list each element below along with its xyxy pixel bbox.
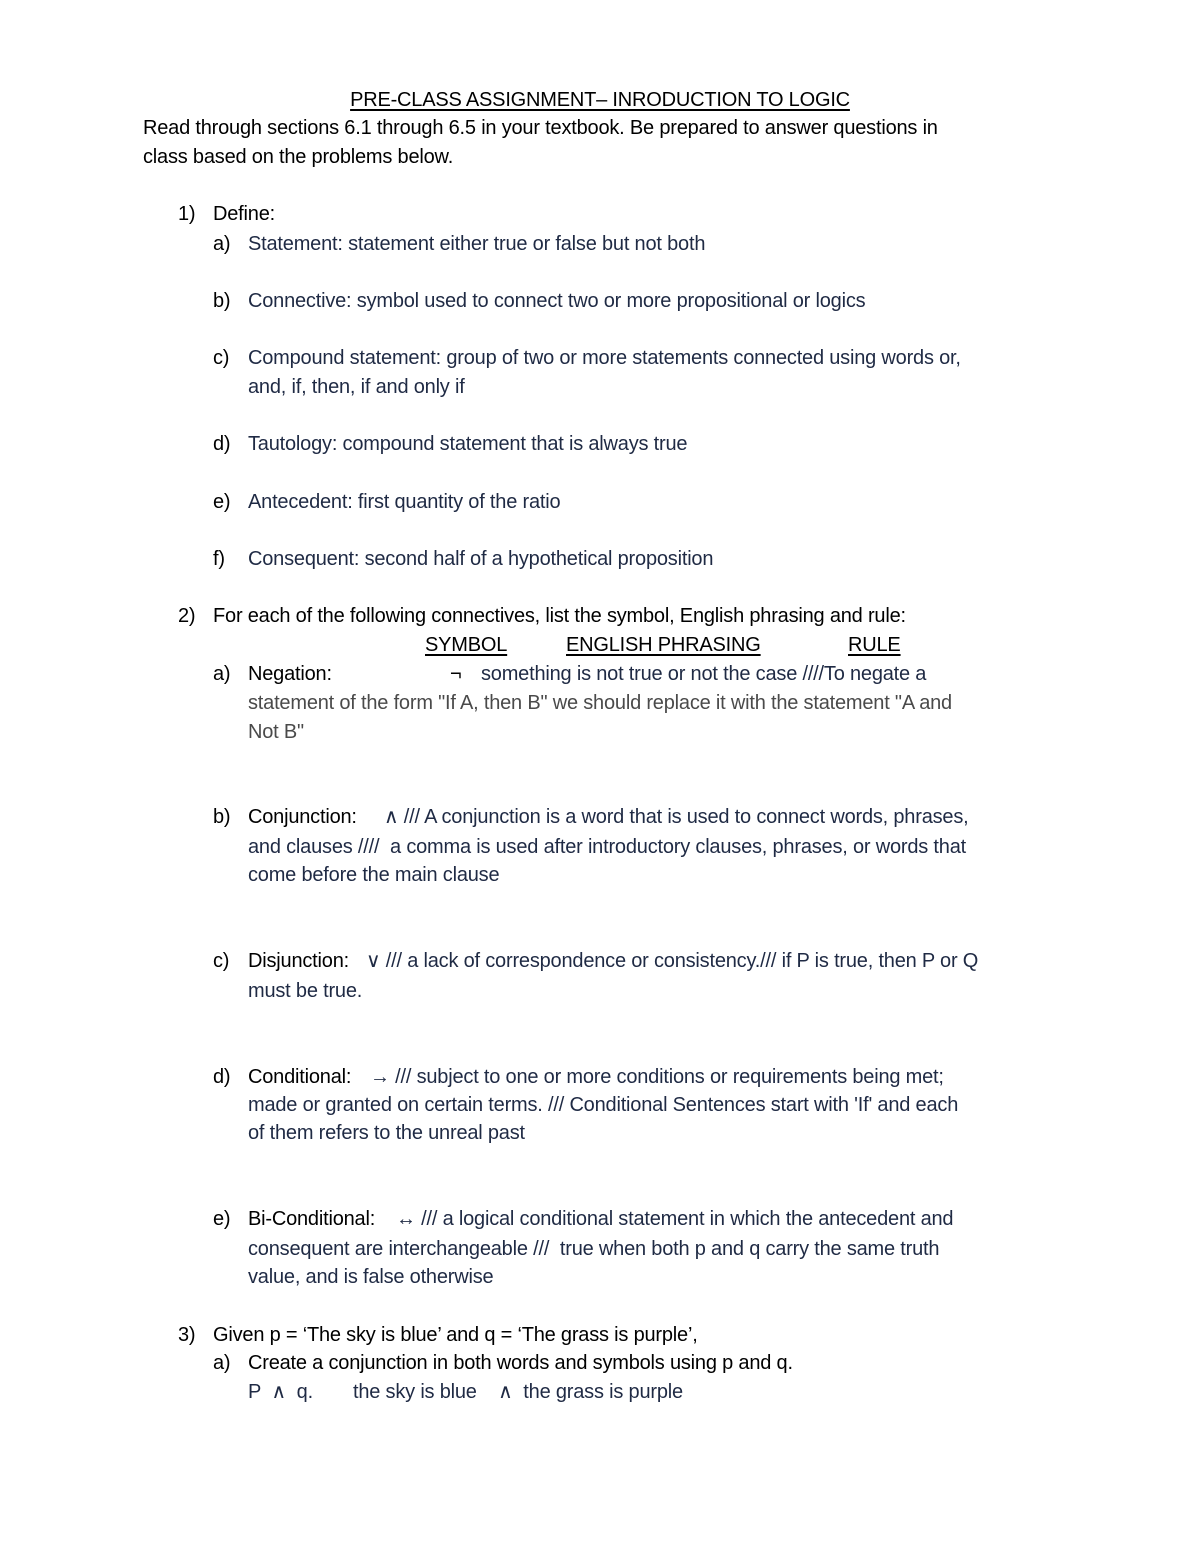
q1-b-text: Connective: symbol used to connect two or more propositional or logics [248,290,866,312]
page-title: PRE-CLASS ASSIGNMENT– INRODUCTION TO LOGIC [350,89,850,111]
q1-f-text: Consequent: second half of a hypothetical proposition [248,548,714,570]
header-symbol: SYMBOL [425,634,508,656]
q2-a-line-3: Not B" [248,721,304,743]
q2-e-line-3: value, and is false otherwise [248,1266,494,1288]
q1-f-letter: f) [213,548,225,570]
q2-a-letter: a) [213,663,231,685]
q3-number: 3) [178,1324,196,1346]
q2-label: For each of the following connectives, list the symbol, English phrasing and rule: [213,605,906,627]
q1-number: 1) [178,203,196,225]
q1-d-text: Tautology: compound statement that is always true [248,433,688,455]
q1-label: Define: [213,203,275,225]
q2-d-letter: d) [213,1066,231,1088]
negation-symbol: ¬ [450,663,462,685]
q1-c-letter: c) [213,347,230,369]
q2-b-letter: b) [213,806,231,828]
q3-a-letter: a) [213,1352,231,1374]
q2-d-name: Conditional: [248,1066,352,1088]
q2-e-line-1: ↔ /// a logical conditional statement in which the antecedent and [396,1208,954,1230]
header-rule: RULE [848,634,901,656]
q1-c-text: Compound statement: group of two or more statements connected using words or, [248,347,961,369]
q2-c-line-1: ∨ /// a lack of correspondence or consistency./// if P is true, then P or Q [366,950,979,972]
q1-a-letter: a) [213,233,231,255]
q2-b-name: Conjunction: [248,806,357,828]
q2-b-line-3: come before the main clause [248,864,500,886]
q2-e-letter: e) [213,1208,231,1230]
q2-a-line-1: something is not true or not the case ////To negate a [481,663,927,685]
intro-line-2: class based on the problems below. [143,146,454,168]
q1-e-text: Antecedent: first quantity of the ratio [248,491,561,513]
q2-c-name: Disjunction: [248,950,349,972]
q2-c-line-2: must be true. [248,980,363,1002]
q2-e-line-2: consequent are interchangeable /// true when both p and q carry the same truth [248,1238,940,1260]
q3-a-answer-words: the sky is blue ∧ the grass is purple [353,1381,683,1403]
q2-d-line-1: → /// subject to one or more conditions or requirements being met; [370,1066,944,1088]
q2-d-line-3: of them refers to the unreal past [248,1122,525,1144]
q3-a-answer-symbols: P ∧ q. [248,1381,313,1403]
q2-b-line-1: ∧ /// A conjunction is a word that is used to connect words, phrases, [384,806,969,828]
q1-a-text: Statement: statement either true or false but not both [248,233,706,255]
q2-a-name: Negation: [248,663,332,685]
header-english-phrasing: ENGLISH PHRASING [566,634,761,656]
q1-e-letter: e) [213,491,231,513]
q2-d-line-2: made or granted on certain terms. /// Conditional Sentences start with 'If' and each [248,1094,959,1116]
q2-c-letter: c) [213,950,230,972]
q2-a-line-2: statement of the form "If A, then B" we should replace it with the statement "A and [248,692,952,714]
q1-b-letter: b) [213,290,231,312]
q2-e-name: Bi-Conditional: [248,1208,376,1230]
q3-a-text: Create a conjunction in both words and symbols using p and q. [248,1352,793,1374]
q1-c-text-cont: and, if, then, if and only if [248,376,465,398]
intro-line-1: Read through sections 6.1 through 6.5 in your textbook. Be prepared to answer questions in [143,117,938,139]
q2-b-line-2: and clauses //// a comma is used after introductory clauses, phrases, or words that [248,836,966,858]
q3-label: Given p = ‘The sky is blue’ and q = ‘The grass is purple’, [213,1324,698,1346]
q1-d-letter: d) [213,433,231,455]
q2-number: 2) [178,605,196,627]
